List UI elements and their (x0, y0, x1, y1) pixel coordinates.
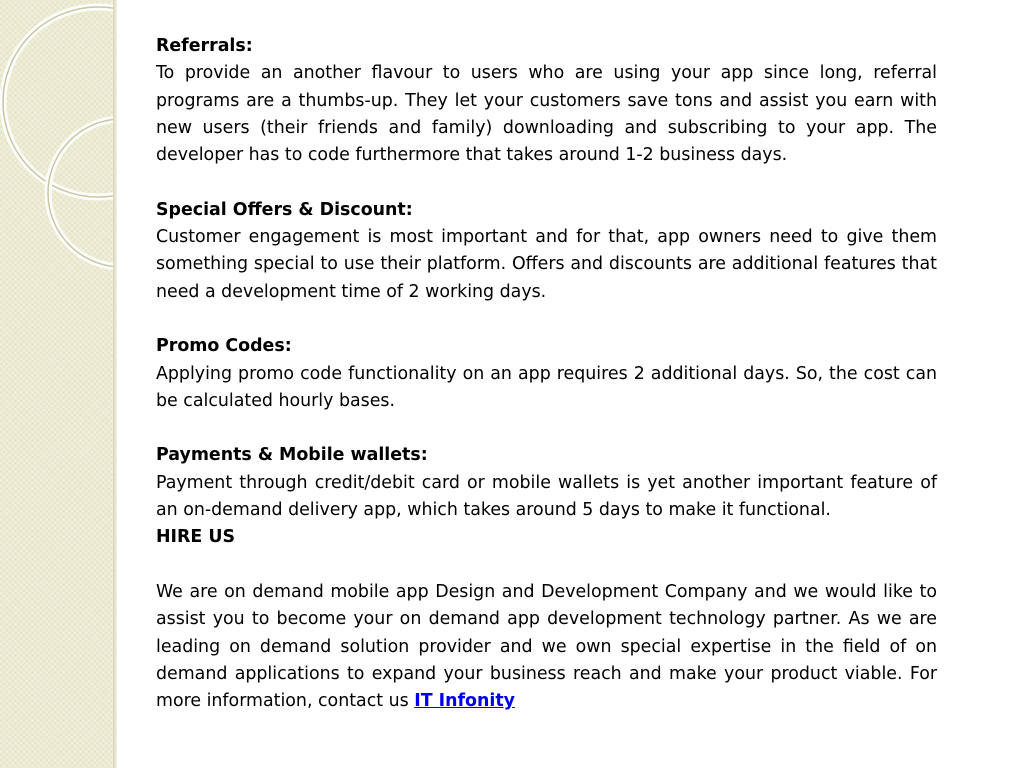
it-infonity-link[interactable]: IT Infonity (414, 691, 515, 712)
section-heading-special-offers: Special Offers & Discount: (156, 199, 413, 220)
decorative-side-panel (0, 0, 113, 768)
spacer (156, 169, 937, 196)
hire-us-body (156, 579, 937, 715)
section-body-payments: Payment through credit/debit card or mobile wallets is yet another important feature of an on-demand delivery app, which takes around 5 days to make it functional. (156, 472, 937, 521)
spacer (156, 552, 937, 579)
slide-content (156, 33, 937, 715)
panel-divider (113, 0, 117, 768)
spacer (156, 306, 937, 333)
section-body-promo-codes: Applying promo code functionality on an app requires 2 additional days. So, the cost can be calculated hourly bases. (156, 363, 937, 411)
decorative-circles (0, 0, 113, 768)
section-heading-promo-codes: Promo Codes: (156, 336, 292, 357)
section-body-special-offers: Customer engagement is most important and for that, app owners need to give them something special to use their platform. Offers and discounts are additional features that need a development time of 2 working days. (156, 227, 937, 302)
hire-us-heading: HIRE US (156, 527, 235, 548)
section-body-referrals: To provide an another flavour to users who are using your app since long, referral programs are a thumbs-up. They let your customers save tons and assist you earn with new users (their friends and family) downloading and subscribing to your app. The developer has to code furthermore that takes around 1-2 business days. (156, 63, 937, 166)
hire-us-text: We are on demand mobile app Design and Development Company and we would like to assist you to become your on demand app development technology partner. As we are leading on demand solution provider and we own special expertise in the field of on demand applications to expand your business reach and make your product viable. For more information, contact us (156, 581, 937, 712)
section-heading-referrals: Referrals: (156, 36, 253, 56)
section-heading-payments: Payments & Mobile wallets: (156, 445, 428, 466)
spacer (156, 415, 937, 442)
